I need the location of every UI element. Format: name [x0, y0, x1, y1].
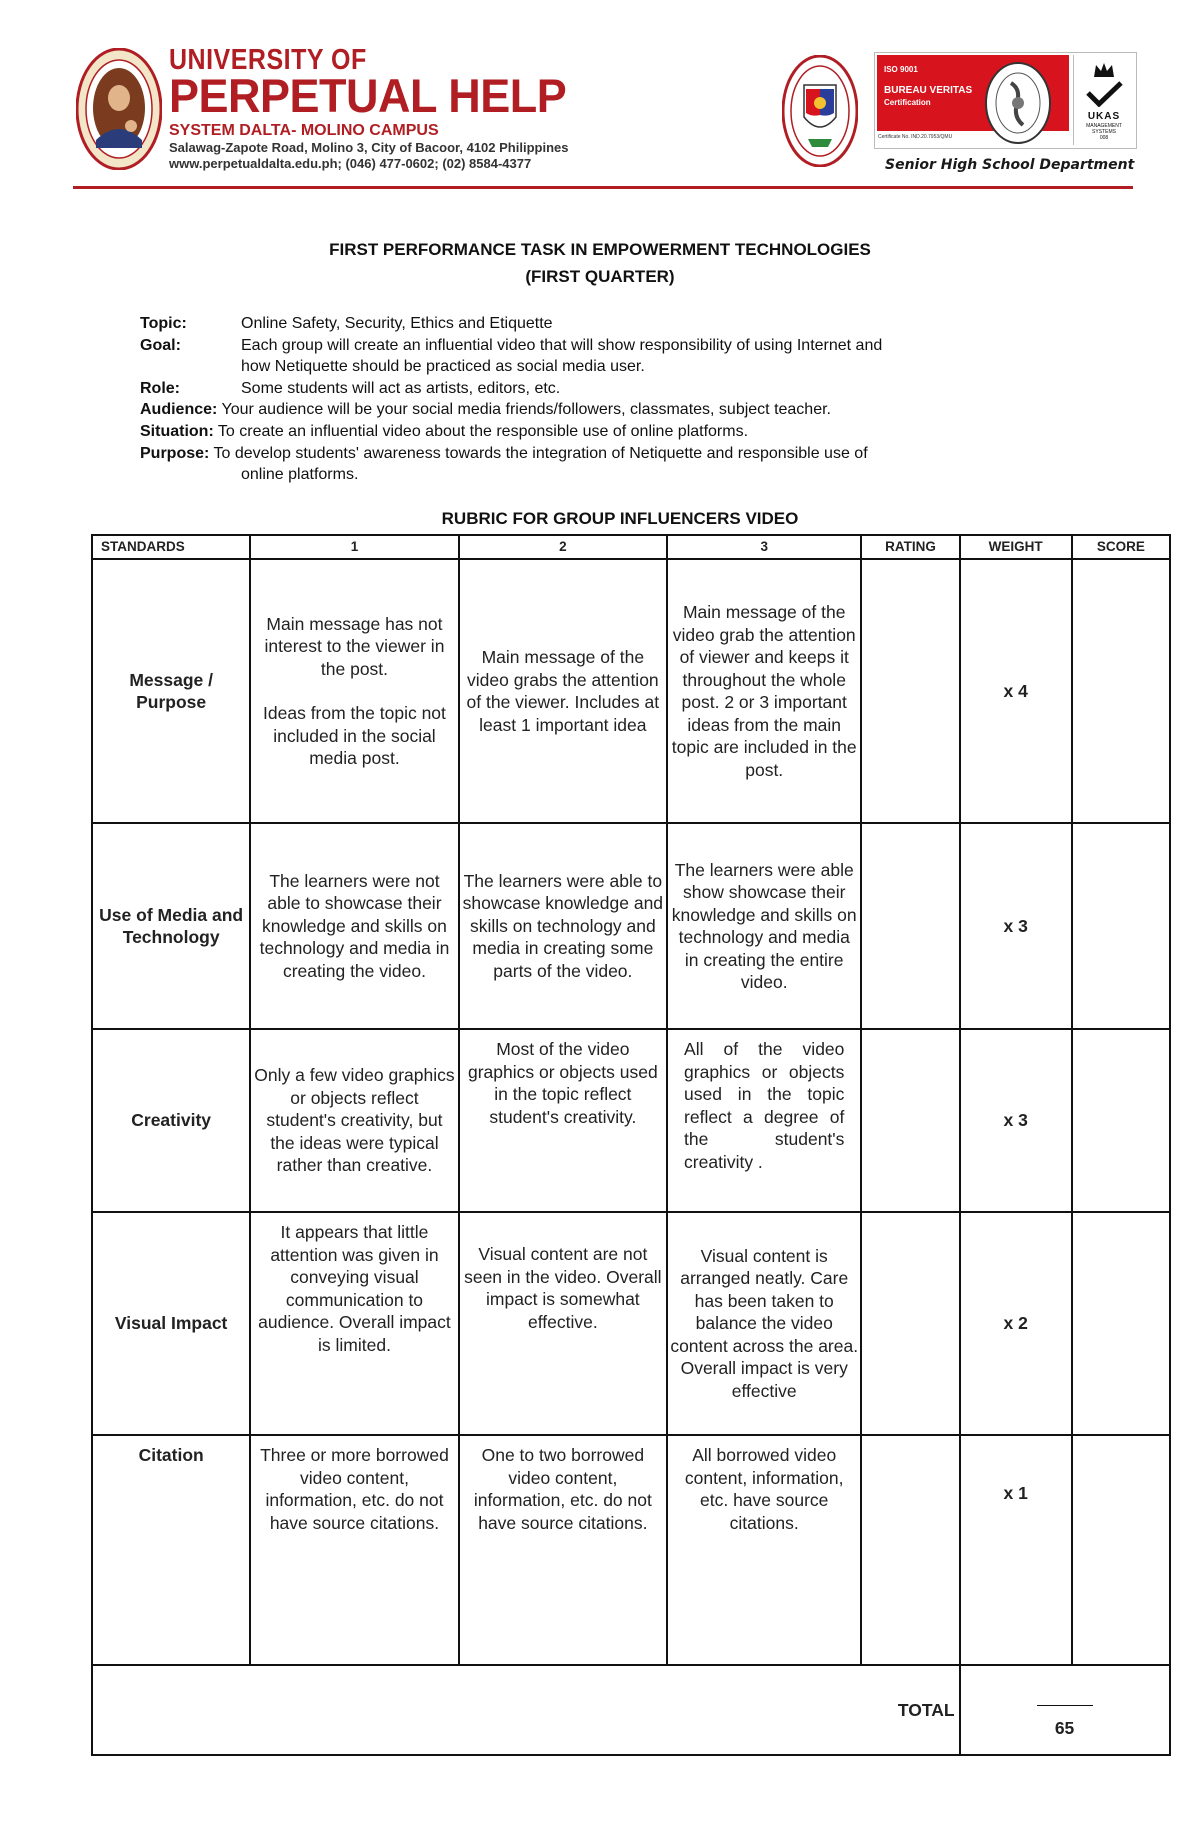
level-2-cell: Most of the video graphics or objects used in the topic reflect student's creativity. — [459, 1029, 667, 1212]
level-1-cell: Only a few video graphics or objects reflect student's creativity, but the ideas were typical rather than creative. — [250, 1029, 458, 1212]
certification-badges — [874, 52, 1137, 149]
bureau-veritas-seal-icon — [983, 59, 1053, 147]
goal-value-1: Each group will create an influential video that will show responsibility of using Internet and — [241, 336, 883, 354]
score-cell[interactable] — [1072, 1029, 1170, 1212]
ukas-sub-label — [1074, 123, 1134, 141]
audience-label: Audience: — [140, 401, 218, 419]
score-cell[interactable] — [1072, 1435, 1170, 1665]
task-info — [140, 313, 980, 486]
ukas-number: 008 — [1099, 135, 1109, 141]
level-3-cell: All borrowed video content, information, etc. have source citations. — [667, 1435, 861, 1665]
rating-cell[interactable] — [861, 559, 959, 823]
level-2-cell: Visual content are not seen in the video. Overall impact is somewhat effective. — [459, 1212, 667, 1435]
table-row — [92, 1029, 1170, 1212]
standard-label: Use of Media and Technology — [92, 823, 250, 1029]
goal-label: Goal: — [140, 336, 181, 354]
rating-cell[interactable] — [861, 1029, 959, 1212]
situation-label: Situation: — [140, 422, 214, 440]
header-divider — [73, 186, 1133, 189]
campus-name: SYSTEM DALTA- MOLINO CAMPUS — [169, 122, 439, 139]
level-1-text: Main message has not interest to the viewer in the post. — [264, 613, 445, 679]
standard-label: Visual Impact — [92, 1212, 250, 1435]
purpose-value-2: online platforms. — [241, 466, 359, 484]
table-header-row — [92, 535, 1170, 559]
address: Salawag-Zapote Road, Molino 3, City of Bacoor, 4102 Philippines — [169, 140, 569, 155]
university-name-block — [169, 45, 568, 172]
table-row — [92, 559, 1170, 823]
university-name-line1: UNIVERSITY OF — [169, 43, 367, 77]
role-label: Role: — [140, 379, 180, 397]
goal-row-continued — [140, 356, 980, 378]
ukas-badge — [1073, 55, 1134, 145]
purpose-value-1: To develop students' awareness towards the integration of Netiquette and responsible use of — [213, 444, 868, 462]
table-row — [92, 823, 1170, 1029]
situation-value: To create an influential video about the responsible use of online platforms. — [217, 422, 749, 440]
crown-icon — [1092, 61, 1116, 79]
level-1-cell — [250, 559, 458, 823]
level-2-cell: Main message of the video grabs the attention of the viewer. Includes at least 1 important idea — [459, 559, 667, 823]
standard-label: Creativity — [92, 1029, 250, 1212]
table-row — [92, 1212, 1170, 1435]
ukas-sub-line2: SYSTEMS — [1092, 129, 1116, 135]
score-cell[interactable] — [1072, 1212, 1170, 1435]
rating-cell[interactable] — [861, 1435, 959, 1665]
header-level-3: 3 — [667, 535, 861, 559]
total-row — [92, 1665, 1170, 1755]
goal-row — [140, 335, 980, 357]
weight-cell: x 2 — [960, 1212, 1072, 1435]
weight-cell: x 1 — [960, 1435, 1072, 1665]
bureau-veritas-line2: Certification — [884, 98, 931, 107]
score-underline — [1037, 1705, 1093, 1706]
senior-high-seal-icon — [782, 55, 858, 167]
score-cell[interactable] — [1072, 823, 1170, 1029]
certificate-number: Certificate No. IND.20.7953/QMU — [878, 134, 953, 140]
document-subtitle: (FIRST QUARTER) — [525, 267, 675, 286]
topic-label: Topic: — [140, 315, 187, 332]
topic-value: Online Safety, Security, Ethics and Etiquette — [241, 315, 553, 332]
total-score-cell — [960, 1665, 1170, 1755]
cell-spacer — [253, 680, 455, 702]
situation-row — [140, 421, 980, 443]
header-level-2: 2 — [459, 535, 667, 559]
contact-info: www.perpetualdalta.edu.ph; (046) 477-0602; (02) 8584-4377 — [169, 156, 532, 171]
level-3-cell: Main message of the video grab the attention of viewer and keeps it throughout the whole post. 2 or 3 important ideas from the main topic are included in the post. — [667, 559, 861, 823]
header-level-1: 1 — [250, 535, 458, 559]
ukas-sub-line1: MANAGEMENT — [1086, 123, 1122, 129]
weight-cell: x 3 — [960, 823, 1072, 1029]
ukas-label: UKAS — [1087, 111, 1121, 122]
level-3-cell: All of the video graphics or objects used in the topic reflect a degree of the student's creativity . — [667, 1029, 861, 1212]
level-2-cell: The learners were able to showcase knowledge and skills on technology and media in creating some parts of the video. — [459, 823, 667, 1029]
role-value: Some students will act as artists, editors, etc. — [241, 379, 561, 397]
total-score: 65 — [1054, 1718, 1075, 1738]
rating-cell[interactable] — [861, 823, 959, 1029]
iso-label: ISO 9001 — [884, 65, 918, 74]
standard-label: Message / Purpose — [92, 559, 250, 823]
rating-cell[interactable] — [861, 1212, 959, 1435]
audience-row — [140, 399, 980, 421]
level-3-cell: The learners were able show showcase their knowledge and skills on technology and media in creating the entire video. — [667, 823, 861, 1029]
header-standards: STANDARDS — [92, 535, 250, 559]
header-score: SCORE — [1072, 535, 1170, 559]
goal-value-2: how Netiquette should be practiced as social media user. — [241, 358, 645, 376]
level-1-cell: It appears that little attention was given in conveying visual communication to audience. Overall impact is limited. — [250, 1212, 458, 1435]
weight-cell: x 4 — [960, 559, 1072, 823]
level-1-cell: The learners were not able to showcase their knowledge and skills on technology and media in creating the video. — [250, 823, 458, 1029]
purpose-row — [140, 443, 980, 465]
header-weight: WEIGHT — [960, 535, 1072, 559]
level-1-text-extra: Ideas from the topic not included in the social media post. — [263, 703, 446, 768]
total-score-block — [1037, 1695, 1093, 1740]
level-3-cell: Visual content is arranged neatly. Care has been taken to balance the video content across the area. Overall impact is very effective — [667, 1212, 861, 1435]
rubric-table — [91, 534, 1171, 1756]
weight-cell: x 3 — [960, 1029, 1072, 1212]
rubric-title: RUBRIC FOR GROUP INFLUENCERS VIDEO — [441, 509, 799, 528]
document-title: FIRST PERFORMANCE TASK IN EMPOWERMENT TECHNOLOGIES — [329, 240, 871, 259]
level-2-cell: One to two borrowed video content, information, etc. do not have source citations. — [459, 1435, 667, 1665]
table-row — [92, 1435, 1170, 1665]
role-row — [140, 378, 980, 400]
level-1-cell: Three or more borrowed video content, information, etc. do not have source citations. — [250, 1435, 458, 1665]
topic-row — [140, 313, 980, 335]
bureau-veritas-badge — [877, 55, 1069, 131]
header-rating: RATING — [861, 535, 959, 559]
checkmark-icon — [1084, 81, 1124, 107]
standard-label: Citation — [92, 1435, 250, 1665]
department-name: Senior High School Department — [885, 157, 1135, 173]
audience-value: Your audience will be your social media friends/followers, classmates, subject teacher. — [221, 401, 831, 419]
score-cell[interactable] — [1072, 559, 1170, 823]
purpose-label: Purpose: — [140, 444, 210, 462]
total-label: TOTAL — [92, 1665, 960, 1755]
university-seal-icon — [76, 48, 162, 170]
university-name-line2: PERPETUAL HELP — [169, 68, 567, 123]
purpose-row-continued — [140, 464, 980, 486]
letterhead — [70, 45, 1135, 190]
bureau-veritas-line1: BUREAU VERITAS — [884, 85, 973, 96]
bureau-veritas-name — [884, 85, 972, 109]
